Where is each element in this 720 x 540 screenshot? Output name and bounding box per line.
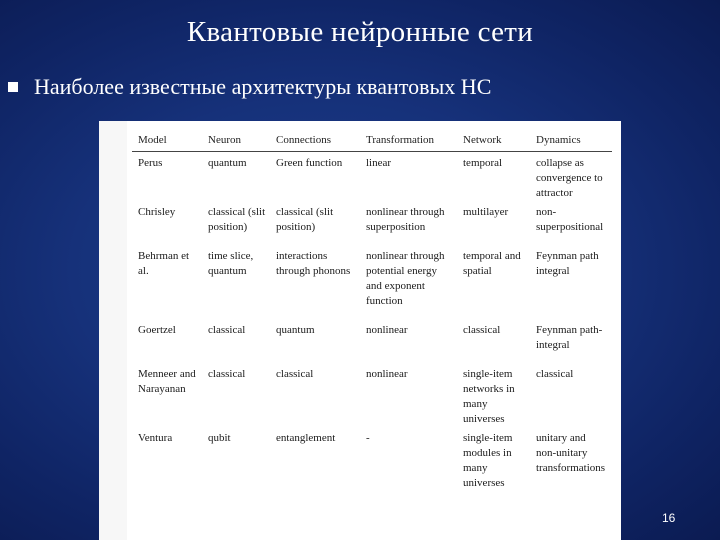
- table-cell: interactions through phonons: [276, 250, 351, 277]
- slide-title: Квантовые нейронные сети: [186, 16, 534, 48]
- table-cell: Ventura: [138, 432, 173, 444]
- table-cell: classical: [208, 324, 246, 336]
- table-cell: classical: [536, 368, 574, 380]
- table-cell: Behrman et al.: [138, 250, 190, 277]
- header-dynamics: Dynamics: [530, 129, 612, 152]
- bullet-item: [8, 74, 491, 100]
- square-bullet-icon: [8, 82, 18, 92]
- table-cell: classical: [208, 368, 246, 380]
- table-row: [132, 152, 612, 202]
- table-cell: non-superpositional: [536, 206, 604, 233]
- table-cell: quantum: [276, 324, 315, 336]
- page-number: 16: [662, 511, 676, 525]
- table-cell: Green function: [276, 157, 343, 169]
- architectures-table-image: [99, 121, 621, 540]
- table-cell: classical: [276, 368, 314, 380]
- table-cell: single-item networks in many universes: [463, 368, 515, 425]
- table-row: [132, 363, 612, 427]
- table-cell: multilayer: [463, 206, 509, 218]
- table-cell: collapse as convergence to attractor: [536, 157, 603, 199]
- table-cell: classical (slit position): [276, 206, 334, 233]
- table-cell: time slice, quantum: [208, 250, 254, 277]
- table-cell: unitary and non-unitary transformations: [536, 432, 606, 474]
- table-row: [132, 427, 612, 491]
- table-row: [132, 319, 612, 363]
- bullet-text: Наиболее известные архитектуры квантовых НС: [34, 74, 492, 99]
- table-cell: nonlinear: [366, 368, 408, 380]
- table-cell: -: [366, 432, 370, 444]
- table-header-row: [132, 129, 612, 152]
- table-cell: nonlinear through superposition: [366, 206, 445, 233]
- header-model: Model: [132, 129, 202, 152]
- table-row: [132, 245, 612, 319]
- table-margin: [99, 121, 127, 540]
- table-cell: quantum: [208, 157, 247, 169]
- table-cell: temporal and spatial: [463, 250, 521, 277]
- architectures-table: [132, 129, 612, 491]
- header-transformation: Transformation: [360, 129, 457, 152]
- table-cell: nonlinear: [366, 324, 408, 336]
- table-cell: entanglement: [276, 432, 336, 444]
- table-cell: temporal: [463, 157, 503, 169]
- table-cell: Feynman path integral: [536, 250, 599, 277]
- table-cell: single-item modules in many universes: [463, 432, 513, 489]
- table-cell: Feynman path-integral: [536, 324, 603, 351]
- table-row: [132, 201, 612, 245]
- table-cell: nonlinear through potential energy and exponent function: [366, 250, 445, 307]
- table-cell: Chrisley: [138, 206, 176, 218]
- table-cell: Goertzel: [138, 324, 176, 336]
- table-cell: linear: [366, 157, 392, 169]
- header-network: Network: [457, 129, 530, 152]
- table-cell: Perus: [138, 157, 163, 169]
- table-cell: qubit: [208, 432, 231, 444]
- table-cell: Menneer and Narayanan: [138, 368, 196, 395]
- header-connections: Connections: [270, 129, 360, 152]
- table-cell: classical (slit position): [208, 206, 266, 233]
- header-neuron: Neuron: [202, 129, 270, 152]
- table-cell: classical: [463, 324, 501, 336]
